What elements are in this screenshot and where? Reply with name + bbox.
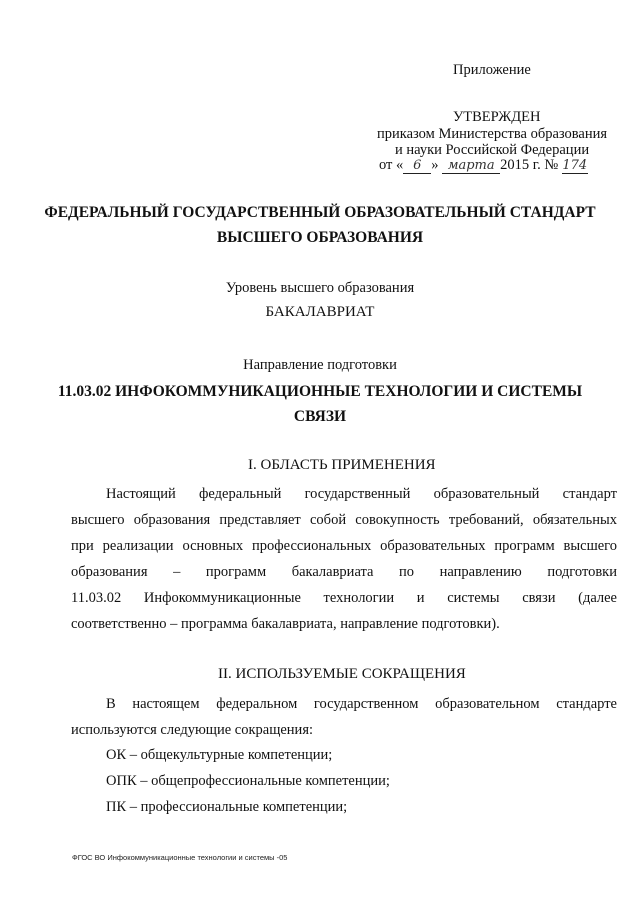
date-day: 6: [403, 159, 431, 174]
section-1-heading: I. ОБЛАСТЬ ПРИМЕНЕНИЯ: [248, 457, 436, 473]
document-title-line-1: ФЕДЕРАЛЬНЫЙ ГОСУДАРСТВЕННЫЙ ОБРАЗОВАТЕЛЬНЫЙ СТАНДАРТ: [44, 204, 596, 221]
order-line-1: приказом Министерства образования: [377, 126, 608, 142]
order-date-line: [379, 157, 588, 174]
direction-title-line-2: СВЯЗИ: [293, 408, 347, 425]
section-2-intro-line: используются следующие сокращения:: [71, 722, 314, 738]
order-number: 174: [562, 158, 588, 173]
level-label: Уровень высшего образования: [225, 280, 415, 296]
order-line-2: и науки Российской Федерации: [395, 142, 590, 158]
section-1-line: при реализации основных профессиональных образовательных программ высшего: [71, 538, 617, 554]
section-2-heading: II. ИСПОЛЬЗУЕМЫЕ СОКРАЩЕНИЯ: [218, 666, 466, 682]
document-title-line-2: ВЫСШЕГО ОБРАЗОВАНИЯ: [216, 229, 424, 246]
section-1-line: образования – программ бакалавриата по направлению подготовки: [71, 564, 617, 580]
date-prefix: от «: [379, 157, 404, 173]
approved-label: УТВЕРЖДЕН: [453, 109, 541, 125]
section-1-line: соответственно – программа бакалавриата, направление подготовки).: [71, 616, 500, 632]
abbreviation-item: ПК – профессиональные компетенции;: [106, 799, 348, 815]
abbreviation-item: ОПК – общепрофессиональные компетенции;: [106, 773, 390, 789]
date-month: марта: [442, 159, 500, 174]
page-footer: ФГОС ВО Инфокоммуникационные технологии и системы -05: [72, 853, 288, 862]
section-2-intro-line: В настоящем федеральном государственном образовательном стандарте: [106, 696, 617, 712]
level-value: БАКАЛАВРИАТ: [265, 304, 375, 320]
appendix-label: Приложение: [453, 62, 531, 78]
date-year: 2015 г. №: [500, 157, 559, 173]
date-quote-close: »: [431, 157, 439, 173]
section-1-line: высшего образования представляет собой совокупность требований, обязательных: [71, 512, 617, 528]
abbreviation-item: ОК – общекультурные компетенции;: [106, 747, 333, 763]
section-1-line: Настоящий федеральный государственный образовательный стандарт: [106, 486, 617, 502]
direction-label: Направление подготовки: [243, 357, 397, 373]
direction-title-line-1: 11.03.02 ИНФОКОММУНИКАЦИОННЫЕ ТЕХНОЛОГИИ И СИСТЕМЫ: [57, 383, 583, 400]
section-1-line: 11.03.02 Инфокоммуникационные технологии и системы связи (далее: [71, 590, 617, 606]
